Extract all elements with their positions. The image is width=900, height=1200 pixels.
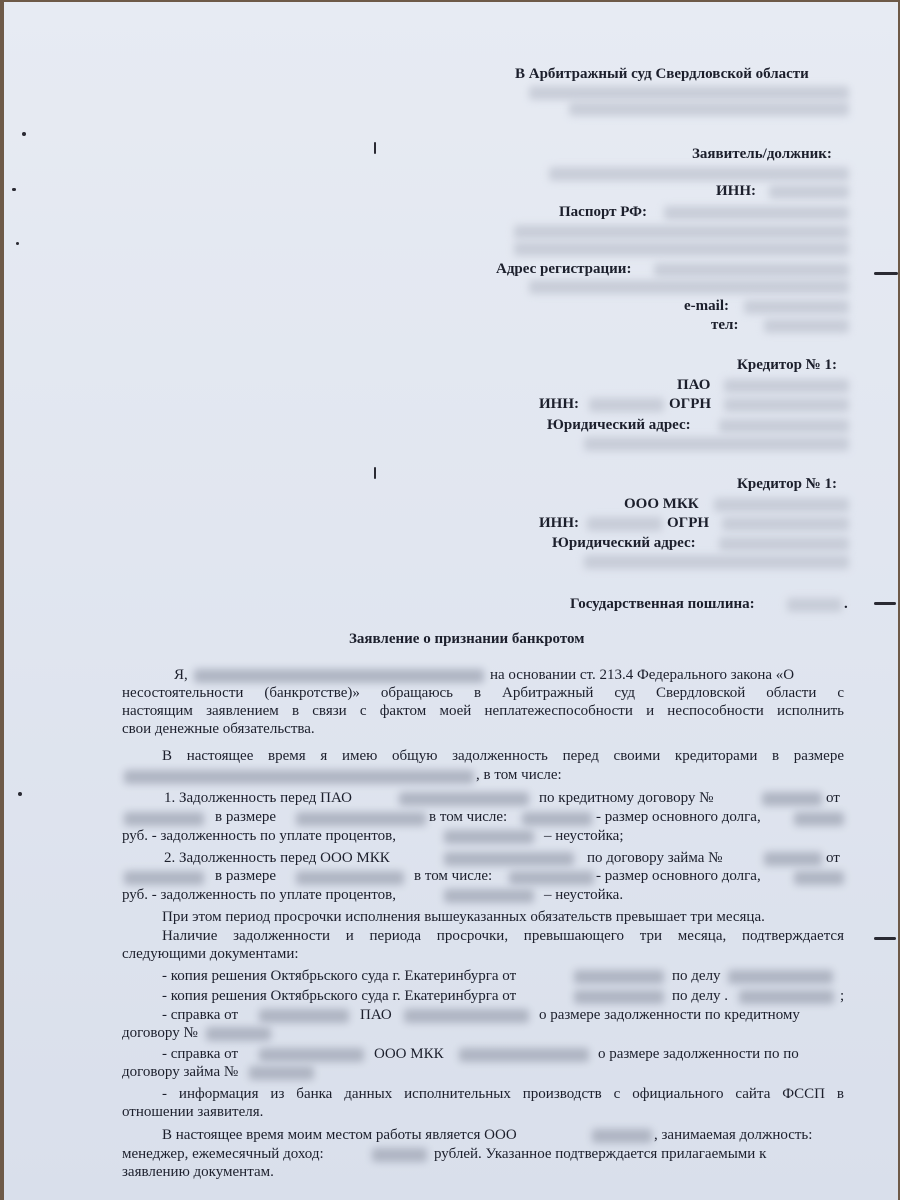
redacted-phone — [764, 319, 849, 333]
item-2-interest: руб. - задолженность по уплате процентов, — [122, 887, 396, 903]
redacted-passport — [514, 242, 849, 256]
doc-3-d: договору № — [122, 1025, 198, 1041]
redacted-court-address — [529, 86, 849, 100]
redacted-creditor-1-address — [584, 437, 849, 451]
redacted — [764, 852, 822, 866]
creditor-1-address-label: Юридический адрес: — [547, 417, 691, 433]
redacted-fee — [787, 598, 842, 612]
doc-4-c: о размере задолженности по по — [598, 1046, 799, 1062]
redacted — [399, 792, 529, 806]
paper-speck — [374, 467, 376, 479]
redacted-total-debt — [124, 770, 474, 784]
p4-line-2: следующими документами: — [122, 946, 299, 962]
redacted-applicant-inn — [769, 185, 849, 199]
creditor-2-address-label: Юридический адрес: — [552, 535, 696, 551]
redacted-creditor-1-name — [724, 379, 849, 393]
redacted — [794, 871, 844, 885]
redacted — [296, 812, 426, 826]
redacted-creditor-2-address — [584, 555, 849, 569]
redacted — [259, 1009, 349, 1023]
applicant-inn-label: ИНН: — [716, 183, 756, 199]
passport-label: Паспорт РФ: — [559, 204, 648, 220]
doc-3-a: - справка от — [162, 1007, 238, 1023]
paper-speck — [874, 602, 896, 605]
redacted — [762, 792, 822, 806]
doc-2-case: по делу . — [672, 988, 729, 1004]
item-1-amount: в размере — [215, 809, 277, 825]
item-2-penalty: – неустойка. — [544, 887, 624, 903]
item-1-penalty: – неустойка; — [544, 828, 624, 844]
court-heading: В Арбитражный суд Свердловской области — [515, 66, 809, 82]
email-label: e-mail: — [684, 298, 729, 314]
redacted-applicant-fullname — [194, 669, 484, 683]
redacted — [459, 1048, 589, 1062]
redacted — [259, 1048, 364, 1062]
redacted-court-address — [569, 102, 849, 116]
redacted — [794, 812, 844, 826]
redacted — [522, 812, 592, 826]
document-page — [4, 2, 898, 1200]
p1-line-4: свои денежные обязательства. — [122, 721, 315, 737]
redacted-creditor-2-ogrn — [722, 517, 849, 531]
item-1-including: в том числе: — [429, 809, 508, 825]
p5-position: , занимаемая должность: — [654, 1127, 813, 1143]
item-1-contract: по кредитному договору № — [539, 790, 714, 806]
doc-5-line-1: - информация из банка данных исполнительных производств с официального сайта ФССП в — [162, 1086, 844, 1102]
redacted — [728, 970, 833, 984]
creditor-1-org: ПАО — [677, 377, 711, 393]
item-2-contract: по договору займа № — [587, 850, 723, 866]
redacted-applicant-name — [549, 167, 849, 181]
item-1-creditor: 1. Задолженность перед ПАО — [164, 790, 352, 806]
redacted-creditor-1-address — [719, 419, 849, 433]
paper-speck — [16, 242, 19, 245]
overdue-statement: При этом период просрочки исполнения вышеуказанных обязательств превышает три месяца. — [162, 909, 765, 925]
redacted-address — [529, 280, 849, 294]
phone-label: тел: — [711, 317, 739, 333]
creditor-2-label: Кредитор № 1: — [737, 476, 837, 492]
doc-4-d: договору займа № — [122, 1064, 239, 1080]
paper-speck — [22, 132, 26, 136]
document-title: Заявление о признании банкротом — [349, 631, 585, 647]
item-1-interest: руб. - задолженность по уплате процентов, — [122, 828, 396, 844]
redacted-creditor-2-inn — [587, 517, 662, 531]
redacted — [444, 889, 534, 903]
p2-line-2: , в том числе: — [476, 767, 562, 783]
redacted-creditor-1-ogrn — [724, 398, 849, 412]
redacted — [739, 990, 834, 1004]
redacted — [404, 1009, 529, 1023]
item-2-including: в том числе: — [414, 868, 493, 884]
redacted-email — [744, 300, 849, 314]
redacted — [574, 970, 664, 984]
creditor-1-ogrn-label: ОГРН — [669, 396, 712, 412]
address-label: Адрес регистрации: — [496, 261, 632, 277]
redacted-creditor-2-name — [714, 498, 849, 512]
redacted-passport — [664, 206, 849, 220]
p5-end: заявлению документам. — [122, 1164, 274, 1180]
redacted — [509, 871, 594, 885]
redacted — [372, 1148, 427, 1162]
creditor-1-label: Кредитор № 1: — [737, 357, 837, 373]
doc-1-case: по делу — [672, 968, 721, 984]
doc-3-b: ПАО — [360, 1007, 392, 1023]
item-2-from: от — [826, 850, 840, 866]
doc-4-b: ООО МКК — [374, 1046, 444, 1062]
p1-line-2: несостоятельности (банкротстве)» обращаюсь в Арбитражный суд Свердловской области с — [122, 685, 844, 701]
p1-start: Я, — [174, 667, 188, 683]
redacted — [249, 1066, 314, 1080]
paper-speck — [874, 937, 896, 940]
redacted — [296, 871, 404, 885]
p2-line-1: В настоящее время я имею общую задолженность перед своими кредиторами в размере — [162, 748, 844, 764]
p5-employer: В настоящее время моим местом работы является ООО — [162, 1127, 517, 1143]
applicant-label: Заявитель/должник: — [692, 146, 832, 162]
p5-income-label: менеджер, ежемесячный доход: — [122, 1146, 324, 1162]
doc-2-end: ; — [840, 988, 845, 1004]
redacted — [206, 1027, 271, 1041]
redacted-passport — [514, 225, 849, 239]
doc-2: - копия решения Октябрьского суда г. Екатеринбурга от — [162, 988, 517, 1004]
redacted — [574, 990, 664, 1004]
redacted — [444, 830, 534, 844]
doc-5-line-2: отношении заявителя. — [122, 1104, 264, 1120]
item-2-amount: в размере — [215, 868, 277, 884]
p1-law-ref: на основании ст. 213.4 Федерального закона «О — [490, 667, 795, 683]
item-1-principal: - размер основного долга, — [596, 809, 761, 825]
redacted — [124, 812, 204, 826]
item-1-from: от — [826, 790, 840, 806]
creditor-2-ogrn-label: ОГРН — [667, 515, 710, 531]
redacted — [124, 871, 204, 885]
paper-speck — [874, 272, 898, 275]
creditor-1-inn-label: ИНН: — [539, 396, 579, 412]
redacted — [444, 852, 574, 866]
redacted-creditor-1-inn — [589, 398, 664, 412]
creditor-2-org: ООО МКК — [624, 496, 699, 512]
item-2-creditor: 2. Задолженность перед ООО МКК — [164, 850, 390, 866]
doc-4-a: - справка от — [162, 1046, 238, 1062]
doc-1: - копия решения Октябрьского суда г. Екатеринбурга от — [162, 968, 517, 984]
paper-speck — [374, 142, 376, 154]
p4-line-1: Наличие задолженности и периода просрочки, превышающего три месяца, подтверждается — [162, 928, 844, 944]
paper-speck — [12, 188, 16, 191]
redacted — [592, 1129, 652, 1143]
redacted-address — [654, 263, 849, 277]
fee-end: . — [844, 596, 848, 612]
fee-label: Государственная пошлина: — [570, 596, 755, 612]
p1-line-3: настоящим заявлением в связи с фактом моей неплатежеспособности и неспособности исполнить — [122, 703, 844, 719]
doc-3-c: о размере задолженности по кредитному — [539, 1007, 800, 1023]
paper-speck — [18, 792, 22, 796]
redacted-creditor-2-address — [719, 537, 849, 551]
p5-income-rest: рублей. Указанное подтверждается прилагаемыми к — [434, 1146, 767, 1162]
creditor-2-inn-label: ИНН: — [539, 515, 579, 531]
item-2-principal: - размер основного долга, — [596, 868, 761, 884]
